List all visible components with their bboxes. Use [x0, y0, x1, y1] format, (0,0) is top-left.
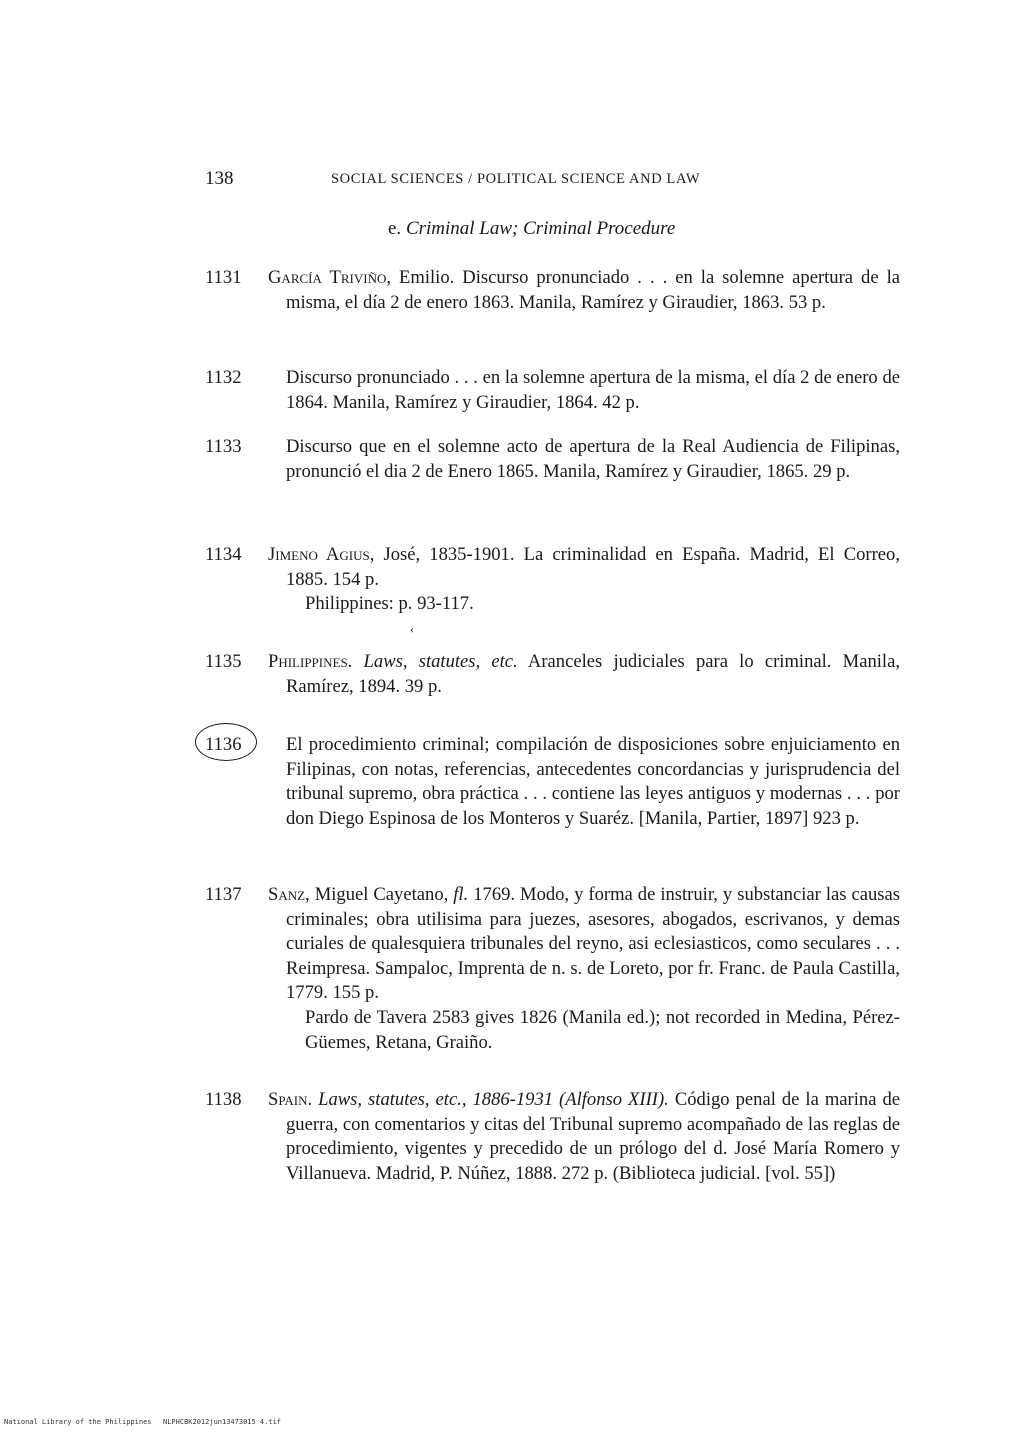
entry-body	[268, 650, 900, 699]
entry-body	[286, 435, 900, 484]
stray-mark: ‹	[410, 622, 414, 636]
entry-1134	[205, 543, 900, 617]
entry-number: 1132	[205, 367, 242, 388]
entry-number: 1135	[205, 651, 242, 672]
entry-1132	[205, 366, 900, 415]
entry-text: Código penal de la marina de guerra, con comentarios y citas del Tribunal supremo acompañado de las reglas de procedimiento, vigentes y precedido de un prólogo del d. José María Romero y Villanueva. Madrid, P. Núñez, 1888. 272 p. (Biblioteca judicial. [vol. 55])	[286, 1089, 900, 1184]
section-title	[388, 218, 675, 240]
entry-number: 1138	[205, 1089, 242, 1110]
page-number: 138	[205, 168, 234, 189]
entry-text: El procedimiento criminal; compilación de disposiciones sobre enjuiciamento en Filipinas, con notas, referencias, antecedentes concordancias y jurisprudencia del tribunal supremo, obra práctica . . . contiene las leyes antiguos y modernas . . . por don Diego Espinosa de los Monteros y Suaréz. [Manila, Partier, 1897] 923 p.	[286, 734, 900, 829]
entry-number: 1134	[205, 544, 242, 565]
entry-text: 1769. Modo, y forma de instruir, y substanciar las causas criminales; obra utilisima para juezes, asesores, abogados, escrivanos, y demas curiales de qualesquiera tribunales del reyno, asi eclesiasticos, como seculares . . . Reimpresa. Sampaloc, Imprenta de n. s. de Loreto, por fr. Franc. de Paula Castilla, 1779. 155 p.	[286, 884, 901, 1004]
footer-file-name: NLPHCBK2012jun13473015 4.tif	[163, 1418, 282, 1426]
entry-italic: fl.	[453, 884, 469, 905]
entry-author: Jimeno Agius,	[268, 544, 375, 565]
circled-entry-number: 1136	[205, 734, 242, 755]
entry-number	[205, 733, 265, 758]
entry-author: Philippines.	[268, 651, 353, 672]
ink-circle-mark	[195, 723, 257, 761]
section-letter: e.	[388, 218, 402, 239]
entry-1137	[205, 883, 900, 1055]
entry-body	[268, 543, 900, 592]
entry-number: 1131	[205, 267, 242, 288]
entry-body	[268, 266, 900, 315]
entry-1138	[205, 1088, 900, 1186]
entry-author: Sanz,	[268, 884, 310, 905]
entry-note: Philippines: p. 93-117.	[305, 593, 474, 615]
entry-1133	[205, 435, 900, 484]
entry-body	[286, 366, 900, 415]
entry-1136	[205, 733, 900, 831]
entry-body	[286, 733, 900, 831]
running-head: SOCIAL SCIENCES / POLITICAL SCIENCE AND LAW	[331, 171, 701, 187]
entry-number: 1137	[205, 884, 242, 905]
entry-italic: Laws, statutes, etc.	[352, 651, 518, 672]
entry-note: Pardo de Tavera 2583 gives 1826 (Manila ed.); not recorded in Medina, Pérez-Güemes, Retana, Graiño.	[305, 1006, 900, 1053]
entry-1135	[205, 650, 900, 699]
entry-author: García Triviño,	[268, 267, 392, 288]
section-title-text: Criminal Law; Criminal Procedure	[405, 218, 676, 239]
entry-body	[268, 1088, 900, 1186]
entry-text: Emilio. Discurso pronunciado . . . en la solemne apertura de la misma, el día 2 de enero 1863. Manila, Ramírez y Giraudier, 1863. 53 p.	[286, 267, 900, 313]
footer-library-credit: National Library of the Philippines	[4, 1418, 152, 1426]
entry-1131	[205, 266, 900, 315]
entry-italic: Laws, statutes, etc., 1886-1931 (Alfonso XIII).	[312, 1089, 669, 1110]
entry-text-a: Miguel Cayetano,	[309, 884, 454, 905]
entry-text: Aranceles judiciales para lo criminal. Manila, Ramírez, 1894. 39 p.	[286, 651, 900, 697]
entry-body	[268, 883, 900, 1006]
entry-author: Spain.	[268, 1089, 313, 1110]
entry-number: 1133	[205, 436, 242, 457]
entry-text: José, 1835-1901. La criminalidad en España. Madrid, El Correo, 1885. 154 p.	[286, 544, 900, 590]
entry-text: Discurso pronunciado . . . en la solemne apertura de la misma, el día 2 de enero de 1864. Manila, Ramírez y Giraudier, 1864. 42 p.	[286, 367, 900, 413]
entry-text: Discurso que en el solemne acto de apertura de la Real Audiencia de Filipinas, pronunció el dia 2 de Enero 1865. Manila, Ramírez y Giraudier, 1865. 29 p.	[286, 436, 900, 482]
